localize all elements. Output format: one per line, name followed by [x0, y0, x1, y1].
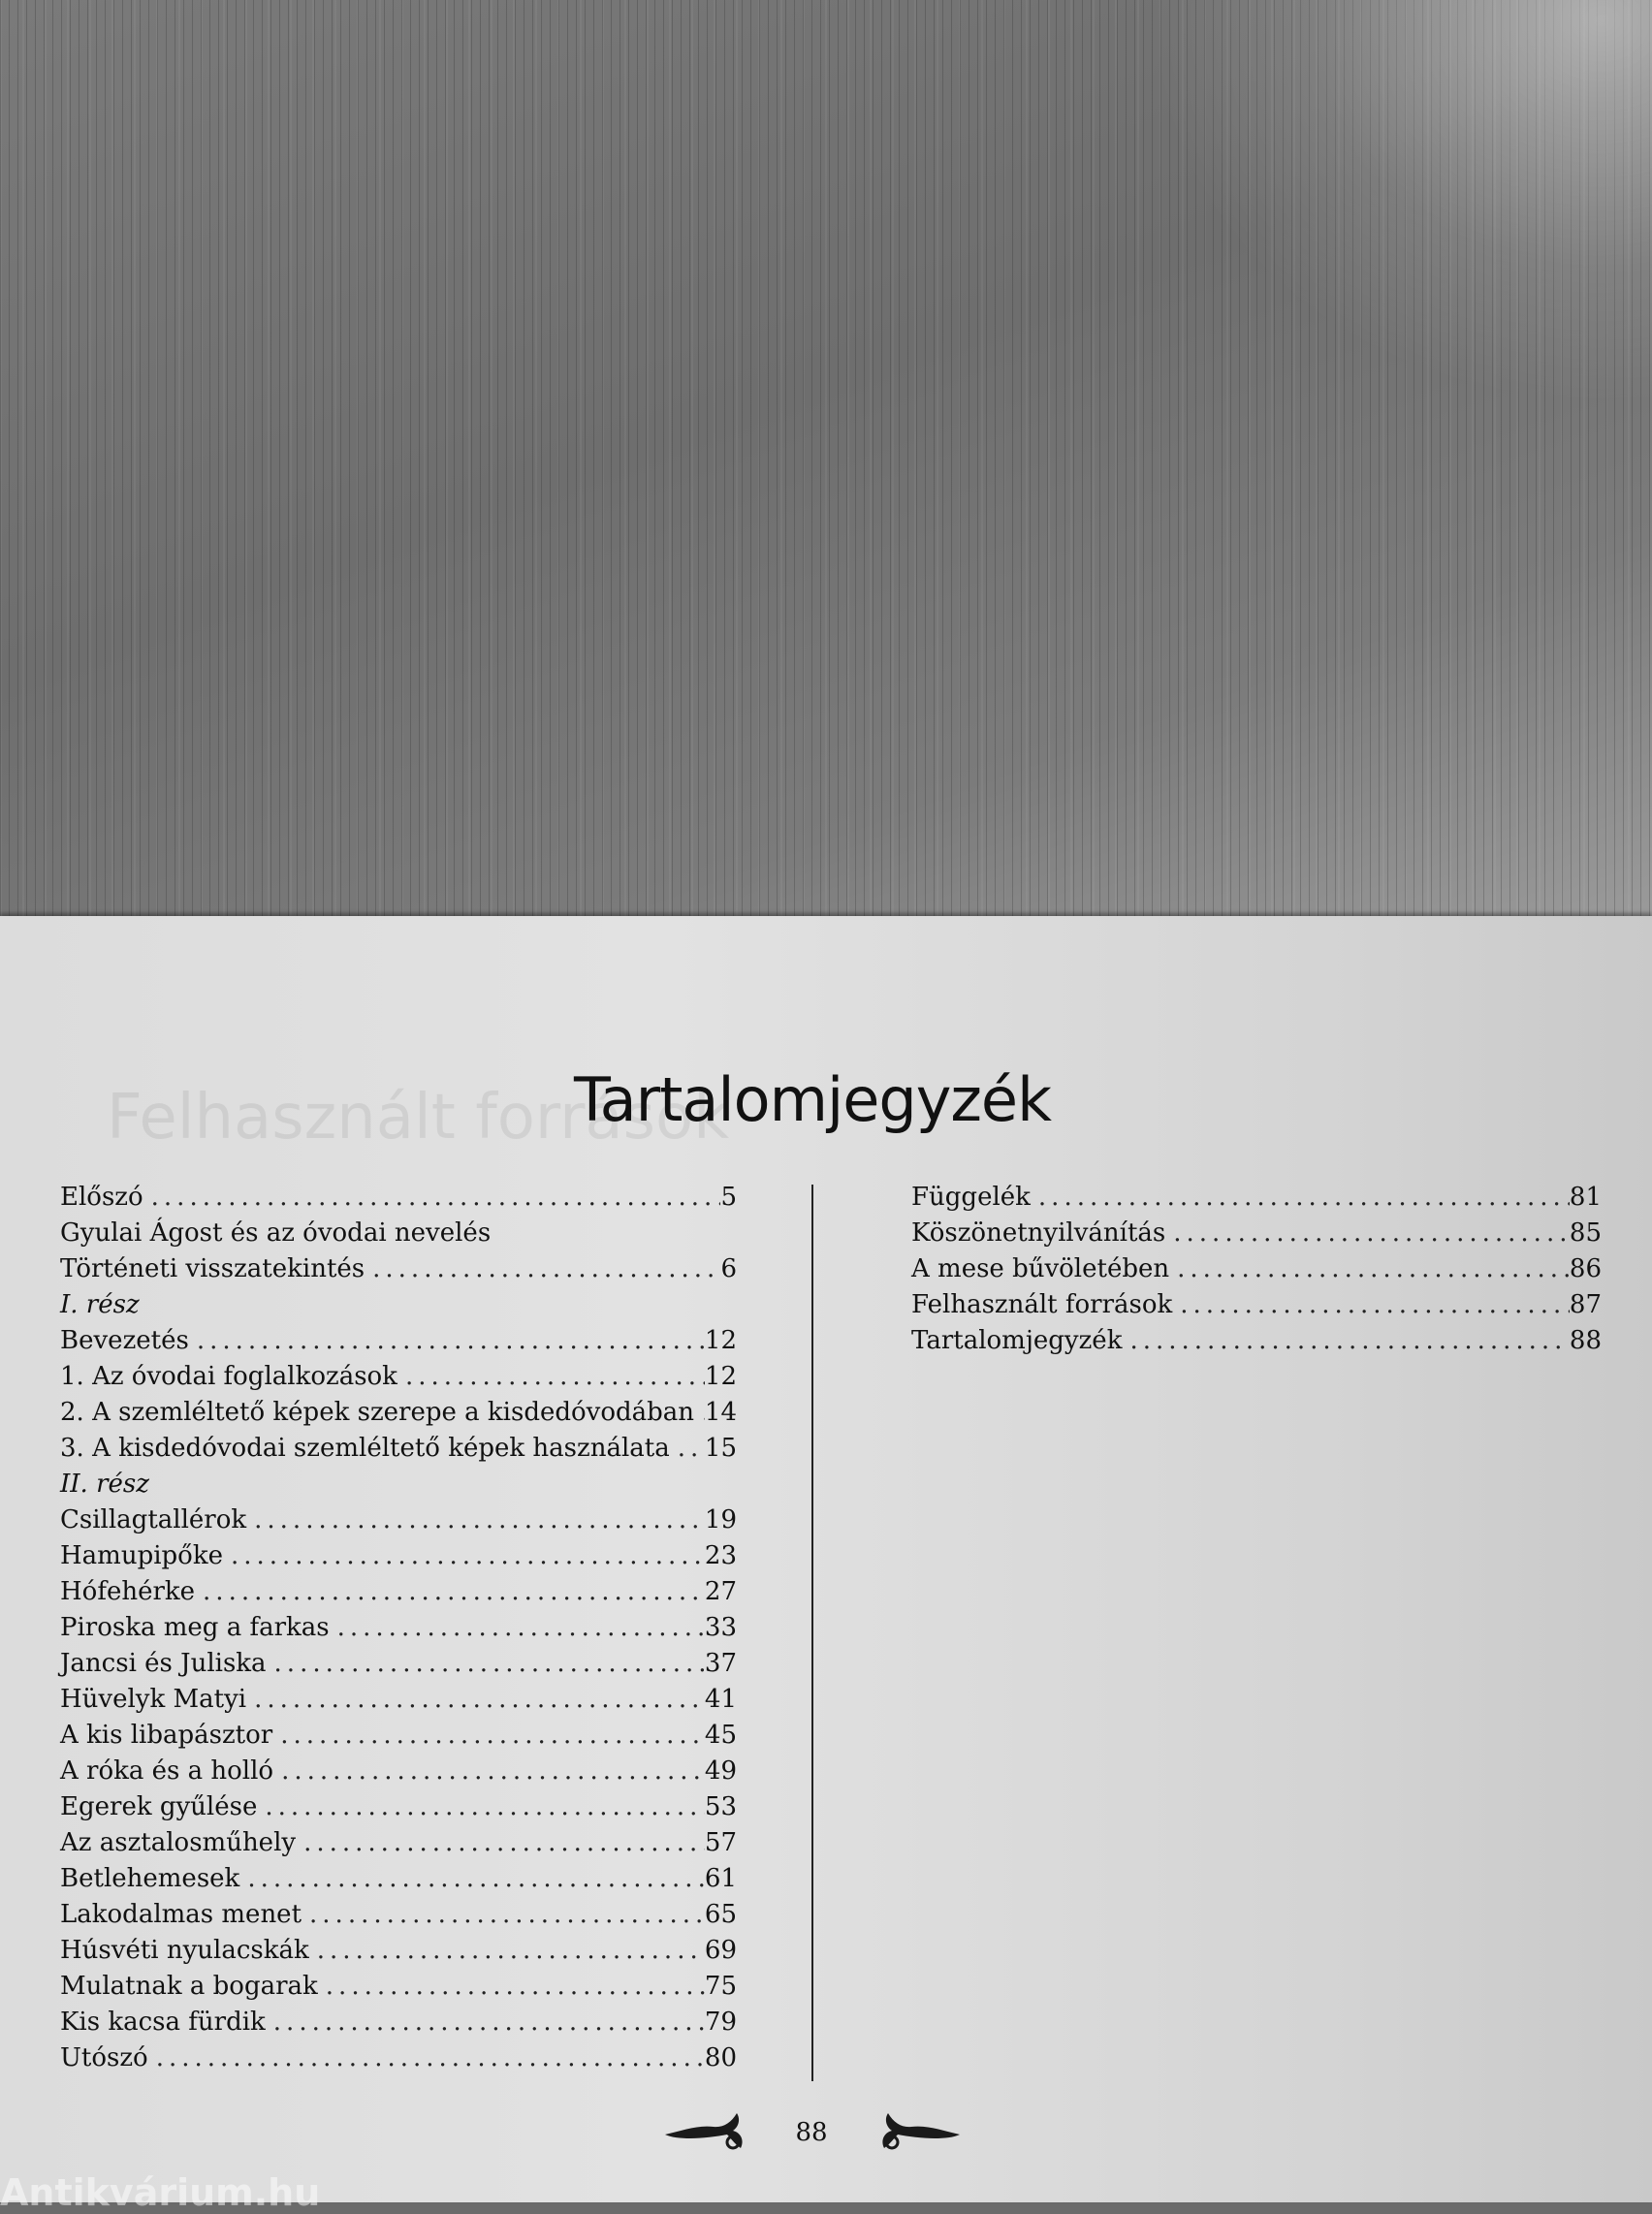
dot-leader [1038, 1180, 1570, 1216]
right-flourish-icon [874, 2105, 962, 2154]
dot-leader [372, 1251, 720, 1287]
toc-entry-label: Jancsi és Juliska [60, 1649, 267, 1678]
watermark: Antikvárium.hu [0, 2171, 321, 2214]
toc-entry-label: Hüvelyk Matyi [60, 1685, 247, 1714]
light-glare [1148, 0, 1652, 407]
dot-leader [274, 1646, 705, 1682]
left-flourish-icon [663, 2105, 750, 2154]
toc-entry [60, 1180, 737, 1216]
dot-leader [303, 1825, 705, 1861]
toc-entry-page: 37 [704, 1649, 737, 1678]
toc-entry [60, 1574, 737, 1610]
toc-entry-label: Húsvéti nyulacskák [60, 1936, 309, 1965]
toc-entry-page: 61 [704, 1864, 737, 1893]
toc-entry [60, 1431, 737, 1467]
toc-entry-page: 88 [1569, 1326, 1602, 1355]
toc-entry [60, 1251, 737, 1287]
toc-entry [60, 1825, 737, 1861]
toc-entry [60, 1216, 737, 1251]
toc-entry-page: 45 [704, 1721, 737, 1750]
toc-entry-page: 12 [704, 1362, 737, 1391]
toc-entry [60, 1861, 737, 1897]
toc-entry [911, 1287, 1602, 1323]
toc-entry-label: Köszönetnyilvánítás [911, 1218, 1166, 1248]
toc-entry [60, 2040, 737, 2076]
dot-leader [1173, 1216, 1570, 1251]
toc-entry [60, 1933, 737, 1969]
toc-entry [60, 1718, 737, 1754]
dot-leader [265, 1789, 705, 1825]
toc-entry [60, 1323, 737, 1359]
toc-entry-label: Hamupipőke [60, 1541, 223, 1570]
toc-entry-page: 85 [1569, 1218, 1602, 1248]
toc-entry-page: 27 [704, 1577, 737, 1606]
dot-leader [337, 1610, 705, 1646]
toc-entry [911, 1323, 1602, 1359]
toc-entry-page: 80 [704, 2043, 737, 2072]
toc-entry-label: A kis libapásztor [60, 1721, 273, 1750]
toc-entry-page: 79 [704, 2008, 737, 2037]
toc-entry-label: A mese bűvöletében [911, 1254, 1170, 1283]
toc-entry [911, 1251, 1602, 1287]
toc-entry [911, 1216, 1602, 1251]
column-divider [811, 1185, 813, 2081]
toc-right-column [911, 1180, 1602, 1359]
dot-leader [273, 2005, 705, 2040]
dot-leader [203, 1574, 705, 1610]
toc-entry-label: Gyulai Ágost és az óvodai nevelés [60, 1218, 492, 1248]
dot-leader [280, 1718, 705, 1754]
toc-entry-label: A róka és a holló [60, 1756, 274, 1786]
toc-entry-label: Előszó [60, 1183, 143, 1212]
toc-entry [911, 1180, 1602, 1216]
toc-entry [60, 2005, 737, 2040]
dot-leader [281, 1754, 705, 1789]
toc-entry-page: 5 [720, 1183, 737, 1212]
toc-entry-label: Hófehérke [60, 1577, 196, 1606]
toc-entry-page: 19 [704, 1505, 737, 1534]
toc-entry-label: 1. Az óvodai foglalkozások [60, 1362, 397, 1391]
toc-entry-page: 86 [1569, 1254, 1602, 1283]
toc-entry-page: 75 [704, 1972, 737, 2001]
toc-entry [60, 1682, 737, 1718]
toc-entry-page: 65 [704, 1900, 737, 1929]
toc-entry [60, 1395, 737, 1431]
toc-entry-label: Utószó [60, 2043, 148, 2072]
show-through-text: Felhasznált források [107, 1082, 730, 1154]
dot-leader [309, 1897, 705, 1933]
toc-entry [60, 1610, 737, 1646]
toc-entry-label: Betlehemesek [60, 1864, 240, 1893]
toc-entry-page: 14 [704, 1398, 737, 1427]
toc-entry-label: Történeti visszatekintés [60, 1254, 365, 1283]
toc-entry-label: Felhasznált források [911, 1290, 1173, 1319]
dot-leader [231, 1538, 705, 1574]
toc-entry-page: 41 [704, 1685, 737, 1714]
page-number: 88 [795, 2118, 828, 2147]
dot-leader [678, 1431, 705, 1467]
dot-leader [405, 1359, 705, 1395]
toc-entry-page: 6 [720, 1254, 737, 1283]
toc-entry-label: 3. A kisdedóvodai szemléltető képek használata [60, 1434, 670, 1463]
toc-entry-label: Egerek gyűlése [60, 1792, 258, 1821]
toc-entry [60, 1646, 737, 1682]
dot-leader [254, 1502, 705, 1538]
toc-entry [60, 1538, 737, 1574]
dot-leader [151, 1180, 721, 1216]
dot-leader [1177, 1251, 1570, 1287]
toc-entry-page: 57 [704, 1828, 737, 1857]
toc-entry-label: I. rész [60, 1290, 140, 1319]
toc-entry [60, 1287, 737, 1323]
dot-leader [317, 1933, 705, 1969]
toc-entry-page: 87 [1569, 1290, 1602, 1319]
toc-entry-label: Csillagtallérok [60, 1505, 247, 1534]
toc-entry-page: 81 [1569, 1183, 1602, 1212]
page-title: Tartalomjegyzék [574, 1064, 1051, 1135]
toc-entry-label: 2. A szemléltető képek szerepe a kisdedóvodában [60, 1398, 695, 1427]
toc-entry [60, 1897, 737, 1933]
toc-entry-label: Piroska meg a farkas [60, 1613, 330, 1642]
toc-entry-page: 53 [704, 1792, 737, 1821]
toc-entry-label: Bevezetés [60, 1326, 189, 1355]
dot-leader [1129, 1323, 1569, 1359]
toc-entry-label: Az asztalosműhely [60, 1828, 297, 1857]
toc-entry-label: Függelék [911, 1183, 1031, 1212]
toc-entry-label: II. rész [60, 1470, 149, 1499]
toc-entry-page: 33 [704, 1613, 737, 1642]
toc-entry [60, 1467, 737, 1502]
dot-leader [156, 2040, 705, 2076]
toc-entry-page: 15 [704, 1434, 737, 1463]
dot-leader [197, 1323, 705, 1359]
toc-entry [60, 1969, 737, 2005]
toc-entry-page: 23 [704, 1541, 737, 1570]
toc-entry-label: Mulatnak a bogarak [60, 1972, 318, 2001]
dot-leader [254, 1682, 705, 1718]
toc-entry [60, 1359, 737, 1395]
toc-entry [60, 1754, 737, 1789]
toc-entry [60, 1502, 737, 1538]
toc-entry-page: 69 [704, 1936, 737, 1965]
toc-entry-label: Kis kacsa fürdik [60, 2008, 266, 2037]
dot-leader [247, 1861, 705, 1897]
dot-leader [1180, 1287, 1570, 1323]
toc-entry-page: 49 [704, 1756, 737, 1786]
toc-entry-label: Tartalomjegyzék [911, 1326, 1123, 1355]
toc-left-column [60, 1180, 737, 2076]
toc-entry [60, 1789, 737, 1825]
toc-entry-label: Lakodalmas menet [60, 1900, 302, 1929]
toc-entry-page: 12 [704, 1326, 737, 1355]
dot-leader [326, 1969, 705, 2005]
